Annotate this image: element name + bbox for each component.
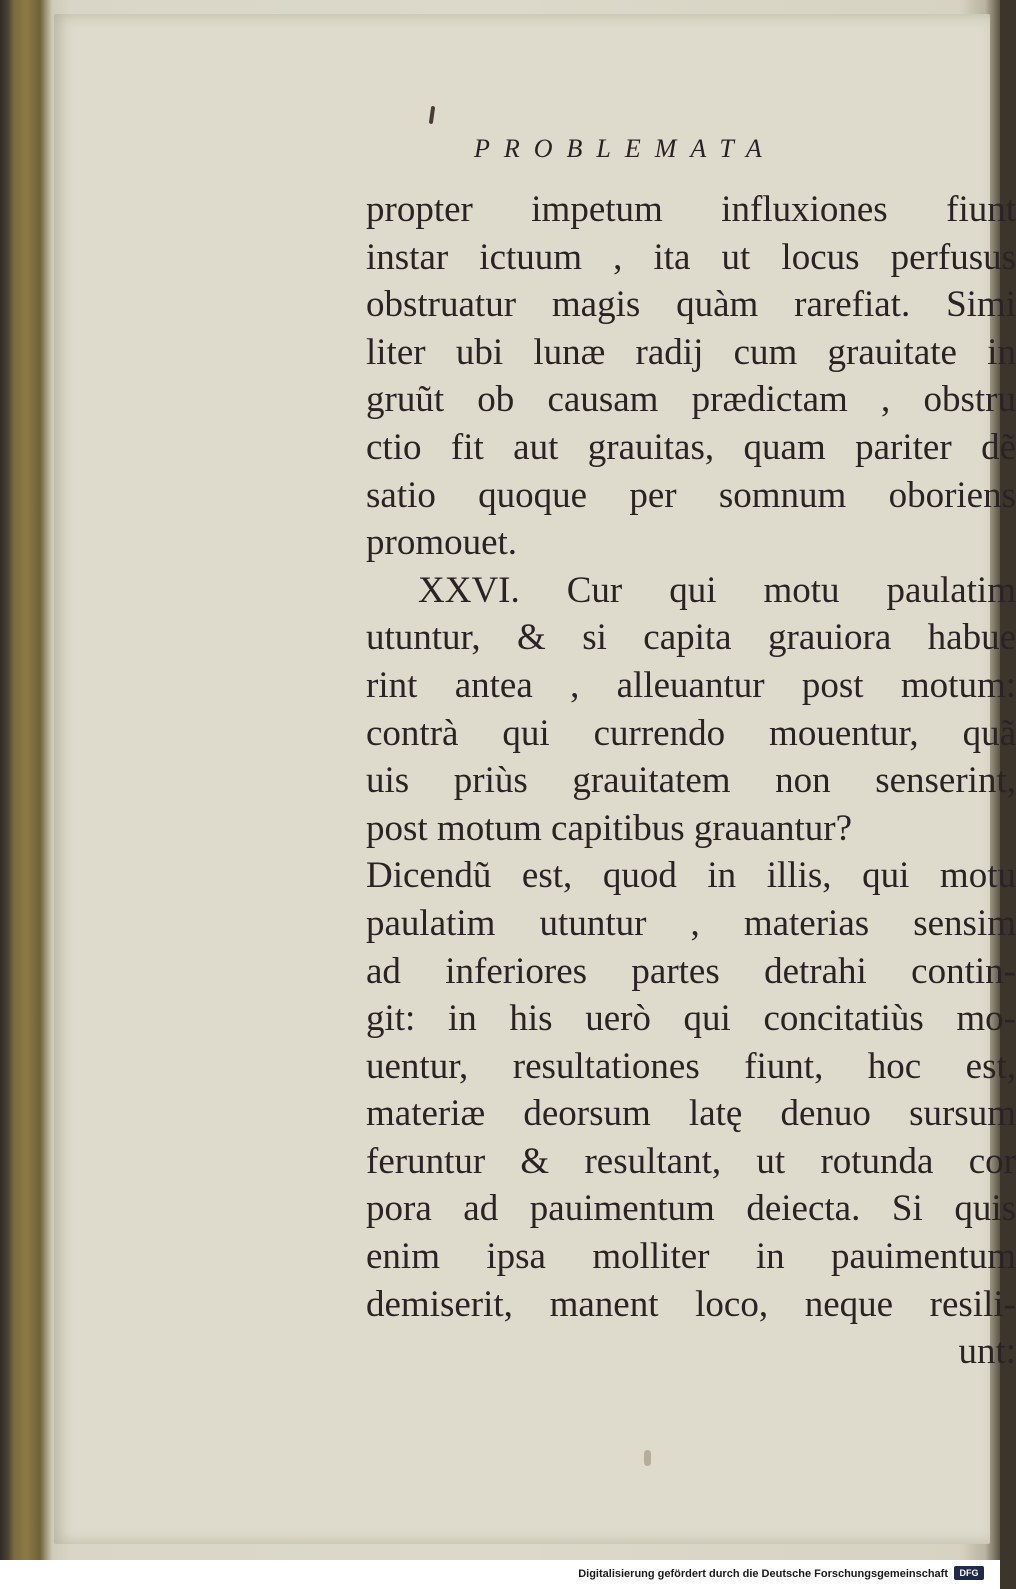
page-sheet (54, 14, 1016, 1544)
text-line: materiæ deorsum latę denuo sursum (366, 1093, 1016, 1135)
paper-smudge (644, 1450, 651, 1466)
text-line: enim ipsa molliter in pauimentum (366, 1236, 1016, 1278)
text-line: rint antea , alleuantur post motum: (366, 664, 1016, 706)
text-line: pora ad pauimentum deiecta. Si quis (366, 1188, 1016, 1230)
text-line: demiserit, manent loco, neque resili- (366, 1283, 1016, 1325)
section-heading-line: XXVI. Cur qui motu paulatim (418, 569, 1016, 611)
text-line: ad inferiores partes detrahi contin- (366, 950, 1016, 992)
text-line: ctio fit aut grauitas, quam pariter dẽ (366, 426, 1016, 468)
text-line: utuntur, & si capita grauiora habue (366, 617, 1016, 659)
funding-credit: Digitalisierung gefördert durch die Deutsche Forschungsgemeinschaft (578, 1568, 948, 1580)
text-line: uentur, resultationes fiunt, hoc est, (366, 1045, 1016, 1087)
text-line: feruntur & resultant, ut rotunda cor (366, 1140, 1016, 1182)
catchword: unt: (958, 1331, 1016, 1373)
text-line: git: in his uerò qui concitatiùs mo- (366, 998, 1016, 1040)
ink-mark (429, 106, 435, 124)
text-line: propter impetum influxiones fiunt (366, 189, 1016, 230)
text-line: liter ubi lunæ radij cum grauitate in (366, 331, 1016, 373)
text-line: gruũt ob causam prædictam , obstru (366, 379, 1016, 421)
text-line: contrà qui currendo mouentur, quã (366, 712, 1016, 754)
text-line: instar ictuum , ita ut locus perfusus (366, 236, 1016, 278)
body-text (366, 186, 1016, 1376)
text-line: promouet. (366, 522, 518, 564)
text-line: obstruatur magis quàm rarefiat. Simi (366, 284, 1016, 326)
text-line: paulatim utuntur , materias sensim (366, 902, 1016, 944)
text-line: satio quoque per somnum oboriens (366, 474, 1016, 516)
digitization-footer (0, 1560, 1000, 1589)
text-line: Dicendũ est, quod in illis, qui motu (366, 855, 1016, 897)
running-head: PROBLEMATA (474, 134, 776, 163)
dfg-logo: DFG (954, 1566, 984, 1580)
text-line: uis priùs grauitatem non senserint, (366, 760, 1016, 802)
text-line: post motum capitibus grauantur? (366, 807, 853, 849)
